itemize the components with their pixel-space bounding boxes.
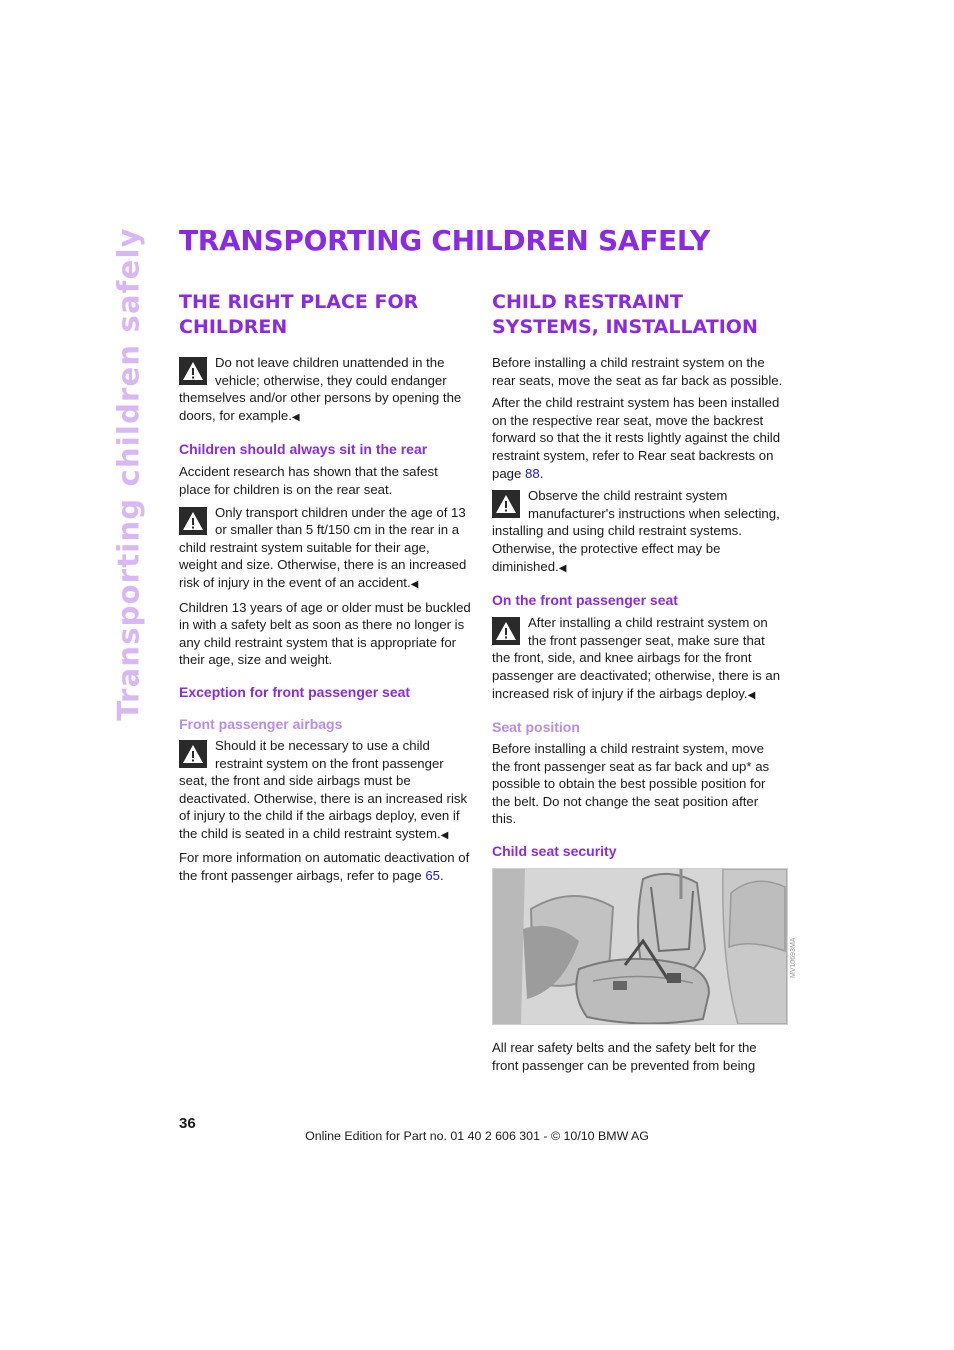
- paragraph: Accident research has shown that the safest place for children is on the rear seat.: [179, 464, 438, 497]
- end-mark-icon: ◀: [291, 411, 300, 423]
- left-column: [179, 290, 471, 890]
- page-link-65[interactable]: 65: [425, 868, 440, 884]
- paragraph-text: After the child restraint system has been installed on the respective rear seat, move the backrest forward so that the it rests lightly against the child restraint system, refer to Rear seat backrests on page: [492, 395, 781, 481]
- paragraph: Children 13 years of age or older must be buckled in with a safety belt as soon as there no longer is any child restraint system that is appropriate for their age, size and weight.: [179, 599, 471, 668]
- page-title: TRANSPORTING CHILDREN SAFELY: [179, 224, 711, 257]
- paragraph: All rear safety belts and the safety belt for the front passenger can be prevented from being: [492, 1040, 757, 1073]
- paragraph: [492, 394, 784, 482]
- footer-text: Online Edition for Part no. 01 40 2 606 301 - © 10/10 BMW AG: [305, 1129, 649, 1143]
- warning-note: [492, 487, 784, 577]
- warning-text: Only transport children under the age of 13 or smaller than 5 ft/150 cm in the rear in a child restraint system suitable for their age, weight and size. Otherwise, there is an increased risk of injury in the event of an accident.: [179, 504, 467, 590]
- subheading-sit-rear: Children should always sit in the rear: [179, 441, 428, 458]
- warning-triangle-icon: [492, 490, 520, 518]
- warning-note: [492, 614, 784, 704]
- subheading-airbags: Front passenger airbags: [179, 715, 343, 732]
- side-tab-label: Transporting children safely: [112, 227, 147, 721]
- section-heading-restraint-systems: CHILD RESTRAINT SYSTEMS, INSTALLATION: [492, 291, 758, 338]
- warning-triangle-icon: [179, 740, 207, 768]
- end-mark-icon: ◀: [410, 578, 419, 590]
- warning-text: Do not leave children unattended in the vehicle; otherwise, they could endanger themselves and/or other persons by opening the doors, for example.: [179, 355, 462, 423]
- warning-note: [179, 504, 471, 594]
- section-heading-right-place: THE RIGHT PLACE FOR CHILDREN: [179, 291, 419, 338]
- option-star: *: [746, 758, 752, 774]
- paragraph-text: For more information on automatic deactivation of the front passenger airbags, refer to page: [179, 850, 470, 884]
- warning-note: [179, 354, 471, 426]
- child-seat-illustration: [492, 868, 788, 1025]
- subheading-seat-position: Seat position: [492, 719, 580, 736]
- paragraph-end: .: [440, 868, 444, 884]
- paragraph-end: .: [539, 465, 544, 481]
- figure-code: MV10693MA: [790, 937, 797, 978]
- paragraph: Before installing a child restraint system on the rear seats, move the seat as far back as possible.: [492, 355, 783, 388]
- warning-triangle-icon: [179, 357, 207, 385]
- side-tab: [103, 227, 155, 721]
- subheading-exception: Exception for front passenger seat: [179, 683, 411, 700]
- warning-note: [179, 737, 471, 845]
- paragraph-text: Before installing a child restraint system, move the front passenger seat as far back and up: [492, 741, 764, 774]
- page-number: 36: [179, 1115, 196, 1132]
- warning-text: After installing a child restraint system on the front passenger seat, make sure that the front, side, and knee airbags for the front passenger are deactivated; otherwise, there is an increased risk of injury if the airbags deploy.: [492, 615, 781, 701]
- end-mark-icon: ◀: [747, 689, 756, 701]
- paragraph: [492, 740, 784, 828]
- warning-text: Should it be necessary to use a child restraint system on the front passenger seat, the front and side airbags must be deactivated. Otherwise, there is an increased risk of injury to the child if the airbags deploy, even if the child is seated in a child restraint system.: [179, 737, 468, 841]
- subheading-front-passenger: On the front passenger seat: [492, 592, 678, 609]
- warning-triangle-icon: [179, 507, 207, 535]
- paragraph: [179, 849, 471, 884]
- warning-triangle-icon: [492, 617, 520, 645]
- warning-text: Observe the child restraint system manufacturer's instructions when selecting, installing and using child restraint systems. Otherwise, the protective effect may be diminished.: [492, 488, 780, 574]
- paragraph-end: as possible to obtain the best possible position for the belt. Do not change the seat position after this.: [492, 758, 770, 827]
- page-link-88[interactable]: 88: [525, 465, 540, 481]
- end-mark-icon: ◀: [440, 829, 449, 841]
- end-mark-icon: ◀: [558, 562, 567, 574]
- subheading-child-seat-security: Child seat security: [492, 843, 617, 860]
- right-column: [492, 290, 784, 1079]
